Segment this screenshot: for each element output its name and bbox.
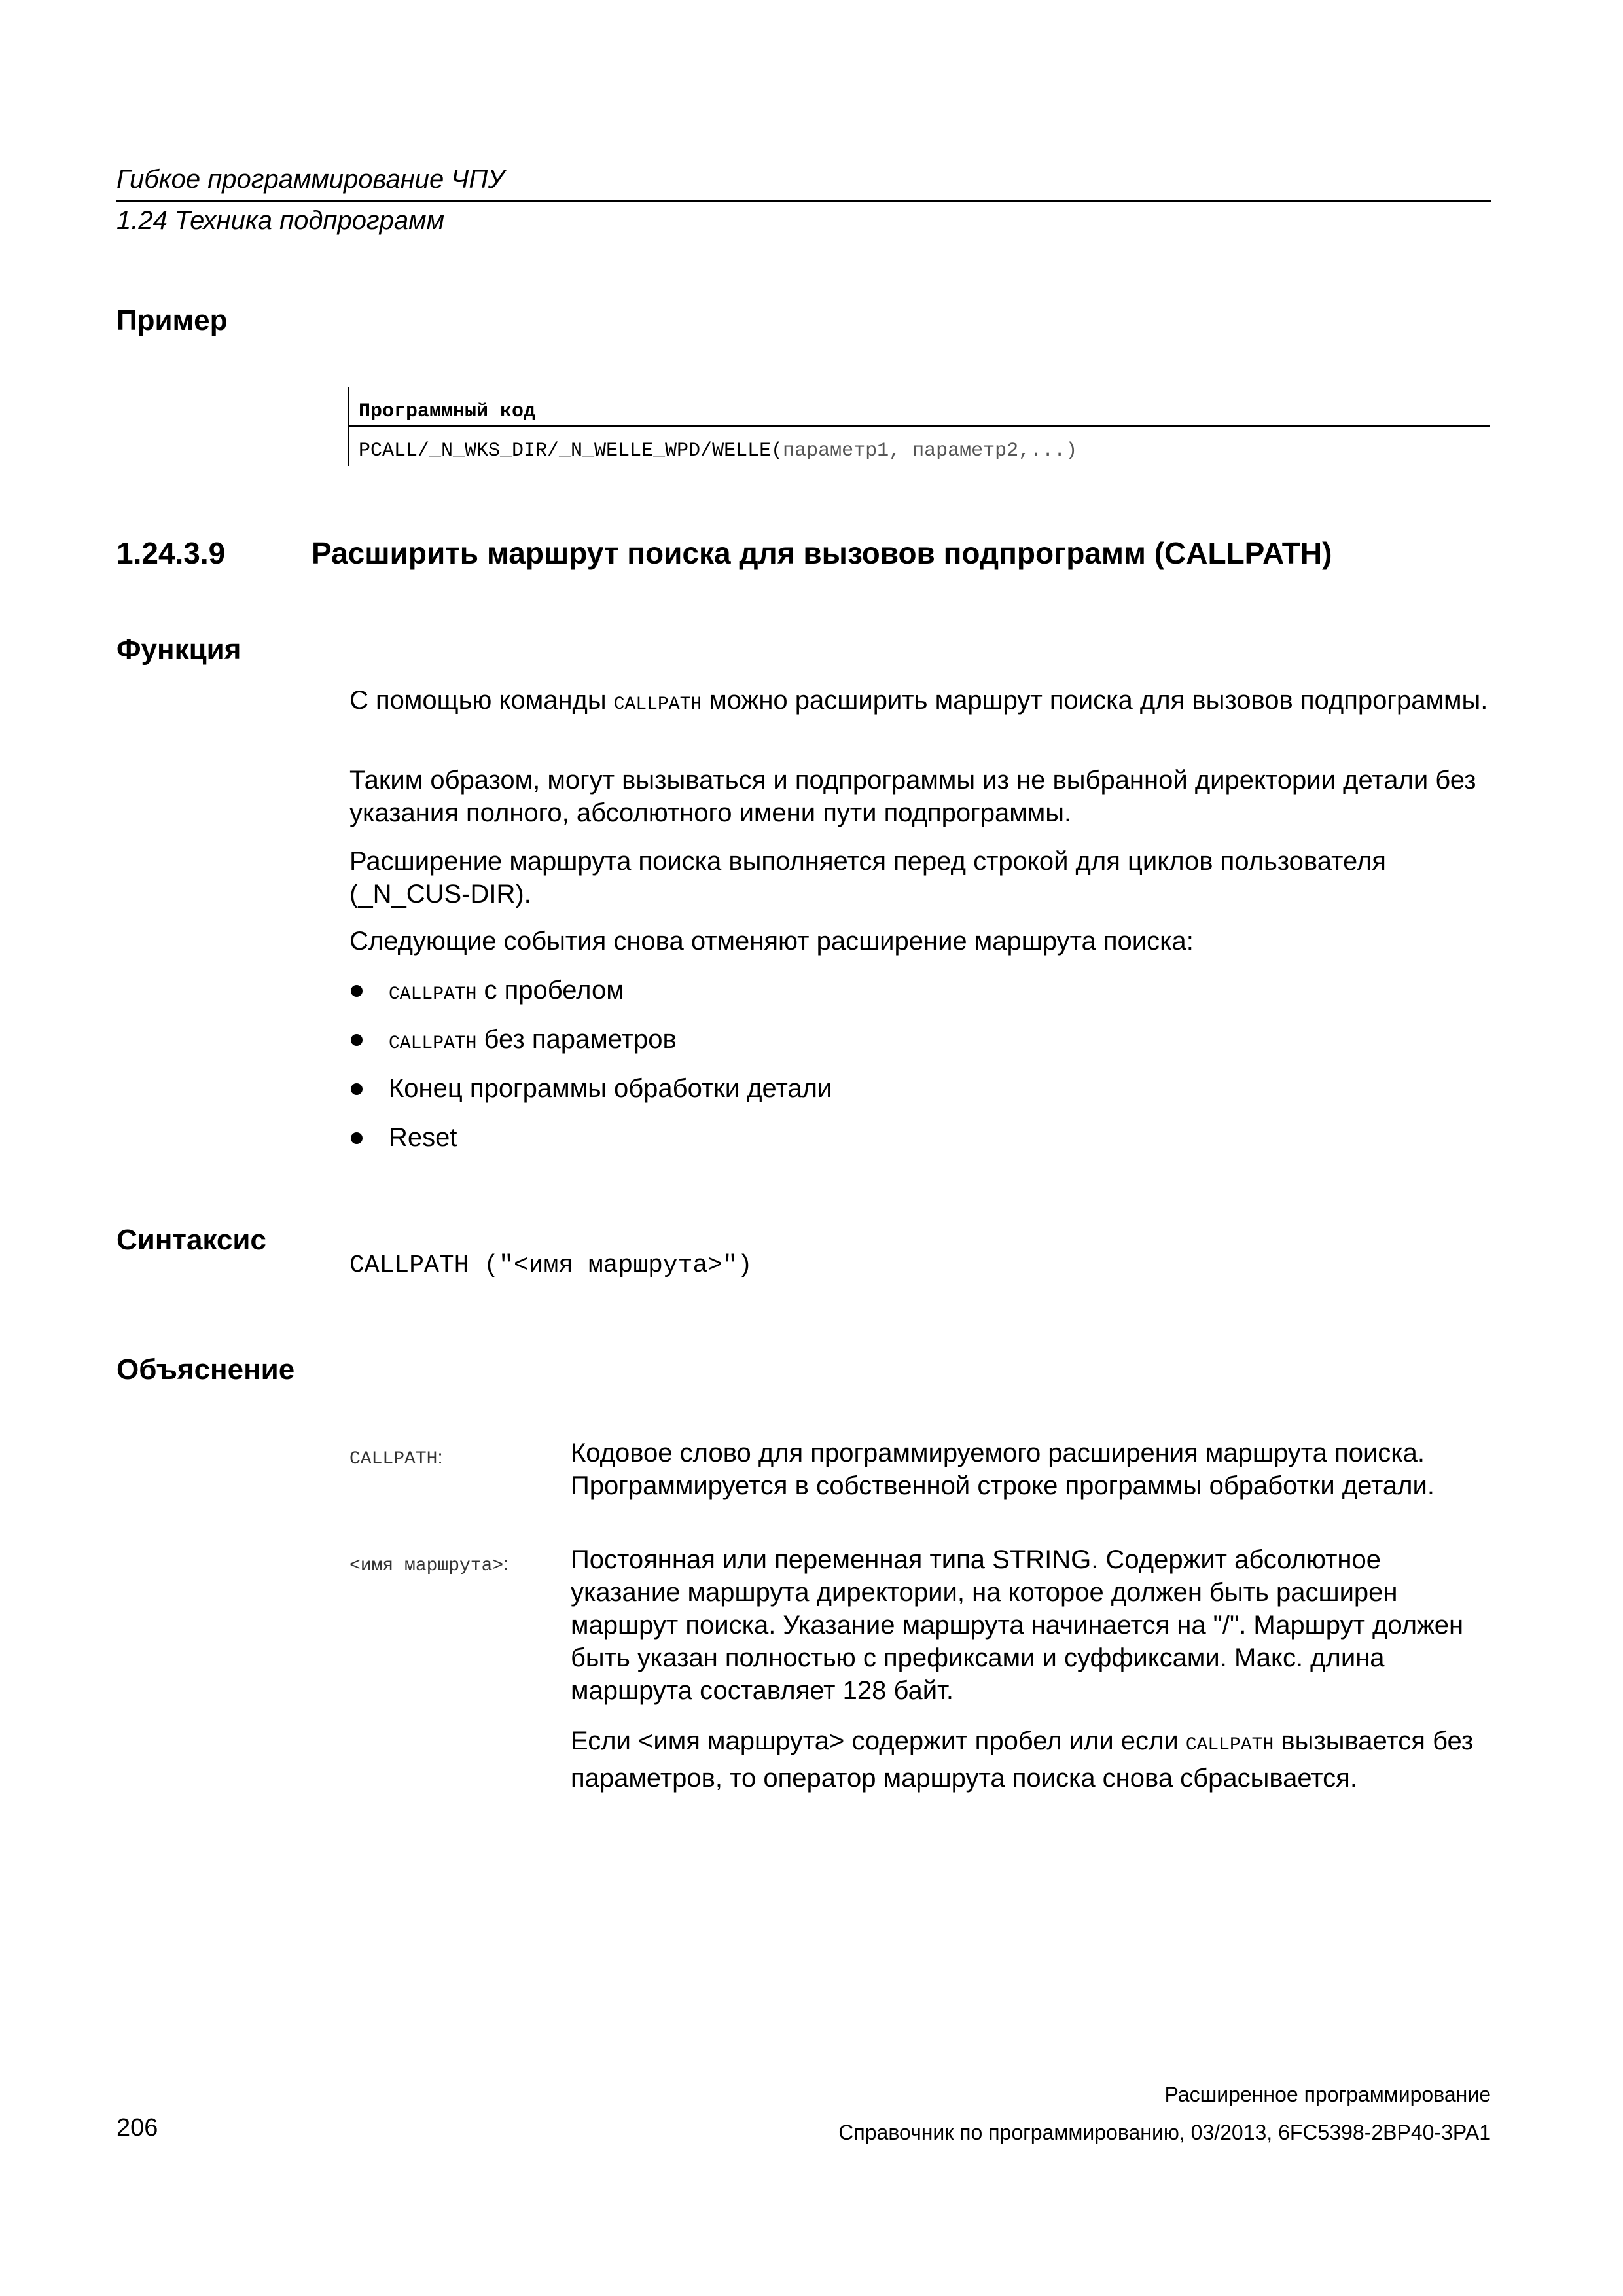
section-title: Расширить маршрут поиска для вызовов подпрограмм (CALLPATH) bbox=[312, 536, 1332, 570]
code-table-header: Программный код bbox=[359, 401, 536, 423]
list-item-text: с пробелом bbox=[476, 976, 624, 1005]
code-params: параметр1, параметр2,...) bbox=[783, 440, 1078, 462]
definition-path-name-note bbox=[571, 1725, 1493, 1795]
list-item-text: Reset bbox=[389, 1123, 457, 1152]
header-rule bbox=[116, 200, 1491, 202]
note-text-end: вызывается без параметров, то оператор маршрута поиска снова сбрасывается. bbox=[571, 1727, 1474, 1793]
note-text-start: Если <имя маршрута> содержит пробел или если bbox=[571, 1727, 1186, 1755]
p1-text-end: можно расширить маршрут поиска для вызовов подпрограммы. bbox=[702, 686, 1488, 715]
function-paragraph-2: Таким образом, могут вызываться и подпрограммы из не выбранной директории детали без указания полного, абсолютного имени пути подпрограммы. bbox=[349, 766, 1476, 827]
code-table-left-border bbox=[348, 387, 349, 466]
list-item-text: без параметров bbox=[476, 1025, 677, 1054]
term-colon: : bbox=[503, 1553, 509, 1575]
term-code: CALLPATH bbox=[349, 1449, 438, 1469]
bullet-dot bbox=[351, 1132, 363, 1144]
bullet-dot bbox=[351, 1034, 363, 1046]
code-main: PCALL/_N_WKS_DIR/_N_WELLE_WPD/WELLE( bbox=[359, 440, 783, 462]
note-inline-code: CALLPATH bbox=[1185, 1735, 1274, 1755]
function-paragraph-3: Расширение маршрута поиска выполняется перед строкой для циклов пользователя (_N_CUS-DIR). bbox=[349, 847, 1386, 908]
function-paragraph-4: Следующие события снова отменяют расширение маршрута поиска: bbox=[349, 927, 1194, 956]
p1-inline-code: CALLPATH bbox=[613, 694, 702, 715]
explanation-heading: Объяснение bbox=[116, 1354, 295, 1386]
syntax-heading: Синтаксис bbox=[116, 1224, 266, 1256]
definition-callpath: Кодовое слово для программируемого расширения маршрута поиска. Программируется в собственной строке программы обработки детали. bbox=[571, 1439, 1435, 1500]
footer-reference: Справочник по программированию, 03/2013, 6FC5398-2BP40-3PA1 bbox=[838, 2121, 1491, 2144]
code-example-line bbox=[359, 440, 1077, 462]
running-header-section: 1.24 Техника подпрограмм bbox=[116, 206, 444, 235]
p1-text-start: С помощью команды bbox=[349, 686, 614, 715]
footer-book-title: Расширенное программирование bbox=[1164, 2083, 1491, 2106]
list-item-code: CALLPATH bbox=[389, 1033, 477, 1054]
example-heading: Пример bbox=[116, 304, 228, 336]
syntax-line: CALLPATH ("<имя маршрута>") bbox=[349, 1251, 753, 1280]
section-number: 1.24.3.9 bbox=[116, 536, 226, 570]
page-number: 206 bbox=[116, 2114, 158, 2142]
list-item-text: Конец программы обработки детали bbox=[389, 1074, 832, 1103]
bullet-dot bbox=[351, 1083, 363, 1095]
bullet-dot bbox=[351, 985, 363, 997]
code-table-header-rule bbox=[348, 425, 1490, 427]
function-paragraph-1 bbox=[349, 684, 1501, 721]
running-header-title: Гибкое программирование ЧПУ bbox=[116, 165, 505, 194]
definition-path-name: Постоянная или переменная типа STRING. Содержит абсолютное указание маршрута директории, на которое должен быть расширен маршрут поиска. Указание маршрута начинается на "/". Маршрут должен быть указан полностью с префиксами и суффиксами. Макс. длина маршрута составляет 128 байт. bbox=[571, 1545, 1464, 1705]
list-item-code: CALLPATH bbox=[389, 984, 477, 1005]
term-path-name bbox=[349, 1553, 509, 1576]
term-colon: : bbox=[437, 1446, 443, 1468]
function-heading: Функция bbox=[116, 634, 241, 666]
term-code: <имя маршрута> bbox=[349, 1556, 504, 1576]
term-callpath bbox=[349, 1446, 443, 1469]
